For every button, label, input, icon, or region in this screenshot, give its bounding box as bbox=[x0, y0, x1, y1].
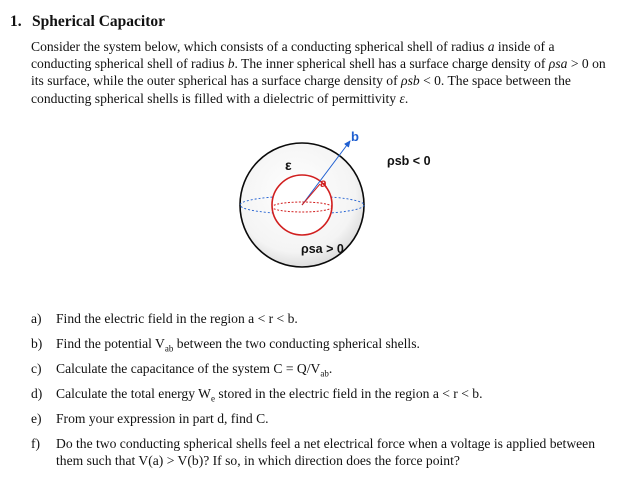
question-text: Find the electric field in the region a < r < b. bbox=[56, 311, 298, 326]
question-text: From your expression in part d, find C. bbox=[56, 411, 269, 426]
question-text: Calculate the total energy $W_e$ stored in the electric field in the region a < r < b. bbox=[56, 386, 483, 404]
intro-text-2: inside of a conducting spherical shell of radius bbox=[31, 39, 555, 72]
var-rho-sb: ρsb bbox=[401, 73, 420, 89]
var-a: a bbox=[487, 39, 495, 54]
intro-text-4: > 0 on its surface, while the outer spherical has a surface charge density of bbox=[31, 56, 606, 89]
question-letter: c) bbox=[31, 361, 42, 376]
var-rho-sa: ρsa bbox=[548, 56, 568, 72]
intro-paragraph bbox=[31, 38, 611, 107]
problem-number: 1. bbox=[10, 13, 22, 30]
intro-text-5: < 0. The space between the conducting spherical shells is filled with a dielectric of permittivity bbox=[31, 73, 571, 106]
label-rho-sb: ρsb < 0 bbox=[387, 154, 431, 168]
figure-svg bbox=[236, 128, 456, 278]
problem-intro bbox=[31, 38, 611, 107]
question-letter: a) bbox=[31, 311, 42, 326]
label-epsilon: ε bbox=[285, 157, 292, 173]
question-letter: b) bbox=[31, 336, 43, 351]
spherical-capacitor-figure bbox=[236, 128, 456, 278]
var-b: b bbox=[227, 56, 235, 72]
question-letter: d) bbox=[31, 386, 43, 401]
label-a: a bbox=[320, 176, 327, 190]
intro-text-6: . bbox=[404, 90, 409, 106]
question-text: Find the potential $V_{ab}$ between the two conducting spherical shells. bbox=[56, 336, 420, 354]
question-letter: e) bbox=[31, 411, 42, 426]
label-rho-sa: ρsa > 0 bbox=[301, 242, 344, 256]
intro-text-1: Consider the system below, which consists of a conducting spherical shell of radius bbox=[31, 39, 488, 54]
question-text: Do the two conducting spherical shells feel a net electrical force when a voltage is applied between them such that V(a) > V(b)? If so, in which direction does the force point? bbox=[56, 436, 596, 468]
question-text: Calculate the capacitance of the system $C = Q/V_{ab}$. bbox=[56, 361, 333, 379]
label-b: b bbox=[351, 129, 359, 144]
problem-title: Spherical Capacitor bbox=[32, 13, 166, 30]
var-epsilon: ε bbox=[399, 90, 405, 106]
intro-text-3: . The inner spherical shell has a surface charge density of bbox=[234, 56, 549, 72]
problem-heading bbox=[10, 13, 165, 31]
question-letter: f) bbox=[31, 436, 41, 451]
